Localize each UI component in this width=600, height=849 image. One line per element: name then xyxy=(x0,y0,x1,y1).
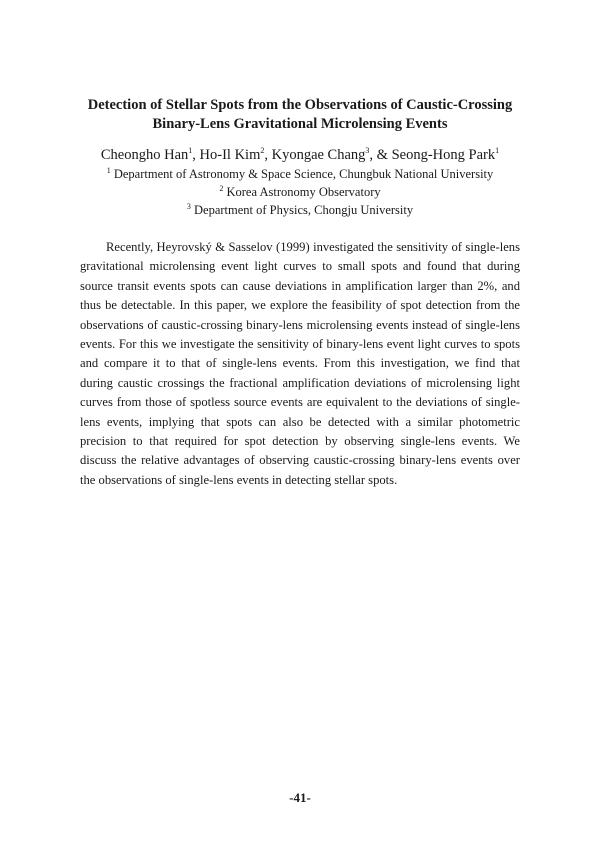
title-line-1: Detection of Stellar Spots from the Observations of Caustic-Crossing xyxy=(87,97,513,113)
author-separator: , & xyxy=(369,147,392,163)
affiliation-text: Department of Astronomy & Space Science, Chungbuk National University xyxy=(113,167,494,181)
affiliation-text: Department of Physics, Chongju University xyxy=(194,203,414,217)
page-number: -41- xyxy=(289,790,311,805)
author-name: Ho-Il Kim xyxy=(199,147,261,163)
author-separator: , xyxy=(264,147,272,163)
affiliation-mark: 2 xyxy=(219,183,224,193)
author-list xyxy=(60,146,540,164)
author-name: Kyongae Chang xyxy=(271,147,366,163)
affiliation-mark: 1 xyxy=(106,165,111,175)
paper-title xyxy=(60,96,540,134)
affiliation-text: Korea Astronomy Observatory xyxy=(226,185,381,199)
author-name: Seong-Hong Park xyxy=(391,147,496,163)
author-separator: , xyxy=(192,147,200,163)
affiliation-1 xyxy=(60,166,540,182)
affiliation-3 xyxy=(60,202,540,218)
author-affil-mark: 3 xyxy=(365,146,370,156)
affiliation-mark: 3 xyxy=(186,201,191,211)
author-affil-mark: 1 xyxy=(495,146,500,156)
title-line-2: Binary-Lens Gravitational Microlensing Events xyxy=(152,116,448,132)
affiliation-2 xyxy=(60,184,540,200)
author-name: Cheongho Han xyxy=(100,147,189,163)
author-affil-mark: 2 xyxy=(260,146,265,156)
author-affil-mark: 1 xyxy=(188,146,193,156)
abstract-paragraph: Recently, Heyrovský & Sasselov (1999) investigated the sensitivity of single-lens gravitational microlensing event light curves to small spots and found that during source transit events spots can cause deviations in amplification larger than 2%, and thus be detectable. In this paper, we explore the feasibility of spot detection from the observations of caustic-crossing binary-lens microlensing events instead of single-lens events. For this we investigate the sensitivity of binary-lens event light curves to spots and compare it to that of single-lens events. From this investigation, we find that during caustic crossings the fractional amplification deviations of microlensing light curves from those of spotless source events are equivalent to the deviations of single-lens events, implying that spots can also be detected with a similar photometric precision to that required for spot detection by observing single-lens events. We discuss the relative advantages of observing caustic-crossing binary-lens events over the observations of single-lens events in detecting stellar spots. xyxy=(80,240,520,487)
